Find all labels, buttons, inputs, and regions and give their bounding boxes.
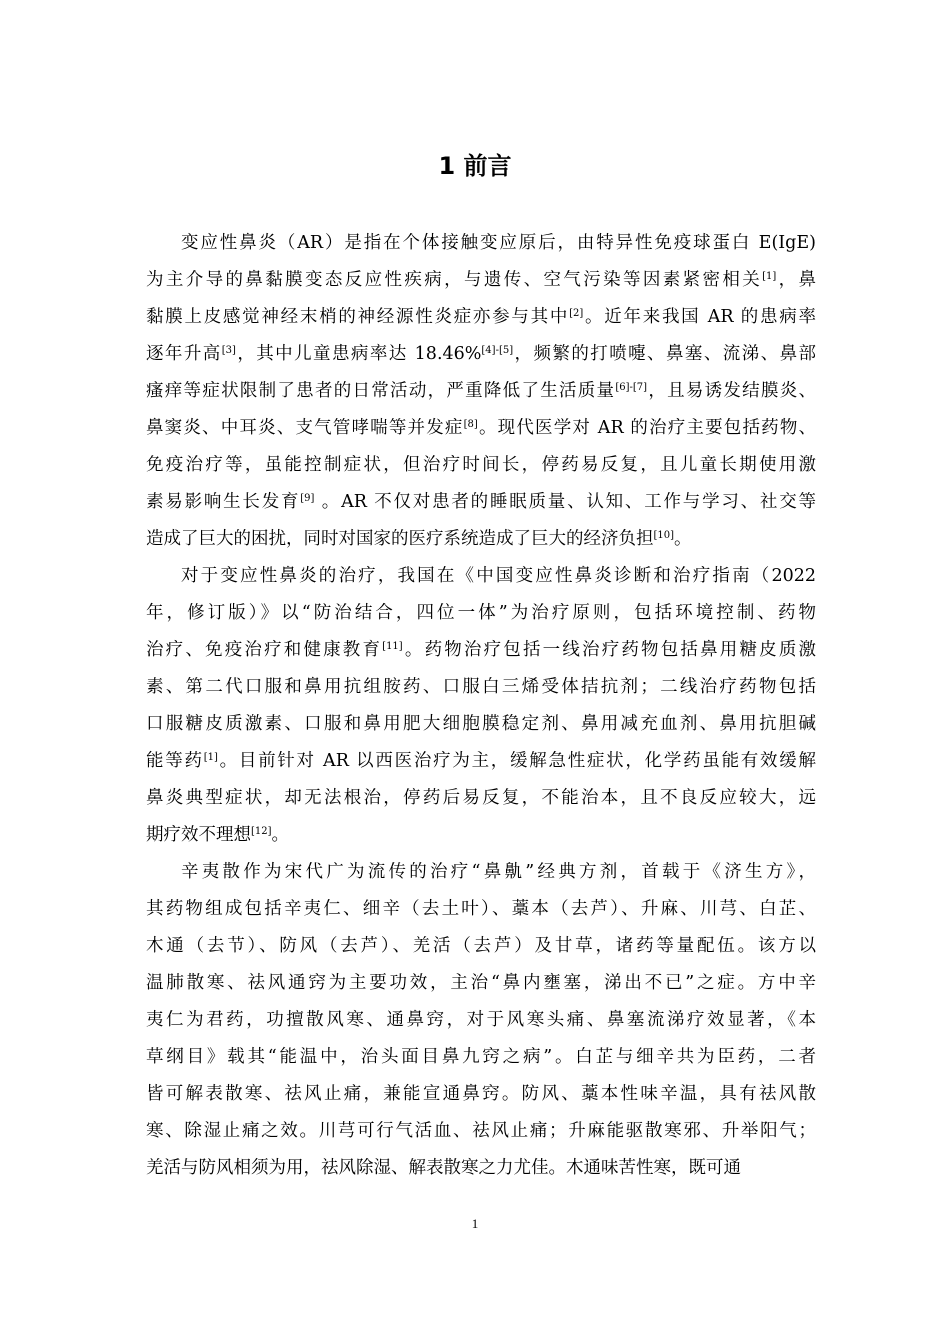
citation: [8] xyxy=(463,419,478,430)
paragraph xyxy=(146,563,816,859)
text-line: 免疫治疗等，虽能控制症状，但治疗时间长，停药易反复，且儿童长期使用激 xyxy=(146,455,816,475)
paragraph xyxy=(146,859,816,1192)
paragraph xyxy=(146,230,816,563)
citation: [10] xyxy=(653,530,675,541)
text-line: 瘙痒等症状限制了患者的日常活动，严重降低了生活质量[6]-[7]，且易诱发结膜炎、 xyxy=(146,381,816,401)
text-line: 能等药[1]。目前针对 AR 以西医治疗为主，缓解急性症状，化学药虽能有效缓解 xyxy=(146,751,816,771)
citation: [2] xyxy=(569,308,584,319)
text-line: 为主介导的鼻黏膜变态反应性疾病，与遗传、空气污染等因素紧密相关[1]，鼻 xyxy=(146,270,816,290)
text-line: 草纲目》载其“能温中，治头面目鼻九窍之病”。白芷与细辛共为臣药，二者 xyxy=(146,1047,816,1067)
text-line: 辛夷散作为宋代广为流传的治疗“鼻鼽”经典方剂，首载于《济生方》， xyxy=(181,862,816,882)
text-line: 夷仁为君药，功擅散风寒、通鼻窍，对于风寒头痛、鼻塞流涕疗效显著，《本 xyxy=(146,1010,816,1030)
text-line: 鼻炎典型症状，却无法根治，停药后易反复，不能治本，且不良反应较大，远 xyxy=(146,788,816,808)
text-line: 木通（去节）、防风（去芦）、羌活（去芦）及甘草，诸药等量配伍。该方以 xyxy=(146,936,816,956)
text-line: 逐年升高[3]，其中儿童患病率达 18.46%[4]-[5]，频繁的打喷嚏、鼻塞、流涕、鼻部 xyxy=(146,344,816,364)
text-line: 素、第二代口服和鼻用抗组胺药、口服白三烯受体拮抗剂；二线治疗药物包括 xyxy=(146,677,816,697)
section-heading: 1 前言 xyxy=(438,152,512,180)
text-line: 鼻窦炎、中耳炎、支气管哮喘等并发症[8]。现代医学对 AR 的治疗主要包括药物、 xyxy=(146,418,816,438)
text-line: 对于变应性鼻炎的治疗，我国在《中国变应性鼻炎诊断和治疗指南（2022 xyxy=(181,566,816,586)
citation: [1] xyxy=(762,271,777,282)
text-line: 羌活与防风相须为用，祛风除湿、解表散寒之力尤佳。木通味苦性寒，既可通 xyxy=(146,1158,741,1178)
text-line: 素易影响生长发育[9] 。AR 不仅对患者的睡眠质量、认知、工作与学习、社交等 xyxy=(146,492,816,512)
text-line: 造成了巨大的困扰，同时对国家的医疗系统造成了巨大的经济负担[10]。 xyxy=(146,529,692,549)
citation: [9] xyxy=(300,493,315,504)
text-line: 年，修订版）》以“防治结合，四位一体”为治疗原则，包括环境控制、药物 xyxy=(146,603,816,623)
text-line: 黏膜上皮感觉神经末梢的神经源性炎症亦参与其中[2]。近年来我国 AR 的患病率 xyxy=(146,307,816,327)
text-line: 皆可解表散寒、祛风止痛，兼能宣通鼻窍。防风、藁本性味辛温，具有祛风散 xyxy=(146,1084,816,1104)
text-line: 其药物组成包括辛夷仁、细辛（去土叶）、藁本（去芦）、升麻、川芎、白芷、 xyxy=(146,899,816,919)
citation: [4]-[5] xyxy=(481,345,514,356)
body-text xyxy=(146,230,816,1192)
citation: [3] xyxy=(221,345,236,356)
citation: [6]-[7] xyxy=(615,382,648,393)
text-line: 温肺散寒、祛风通窍为主要功效，主治“鼻内壅塞，涕出不已”之症。方中辛 xyxy=(146,973,816,993)
text-line: 口服糖皮质激素、口服和鼻用肥大细胞膜稳定剂、鼻用减充血剂、鼻用抗胆碱 xyxy=(146,714,816,734)
citation: [1] xyxy=(203,752,218,763)
text-line: 变应性鼻炎（AR）是指在个体接触变应原后，由特异性免疫球蛋白 E(IgE) xyxy=(181,233,816,253)
text-line: 寒、除湿止痛之效。川芎可行气活血、祛风止痛；升麻能驱散寒邪、升举阳气； xyxy=(146,1121,816,1141)
citation: [11] xyxy=(382,641,403,652)
text-line: 治疗、免疫治疗和健康教育[11]。药物治疗包括一线治疗药物包括鼻用糖皮质激 xyxy=(146,640,816,660)
page-number: 1 xyxy=(471,1216,479,1231)
text-line: 期疗效不理想[12]。 xyxy=(146,825,290,845)
citation: [12] xyxy=(251,826,272,837)
